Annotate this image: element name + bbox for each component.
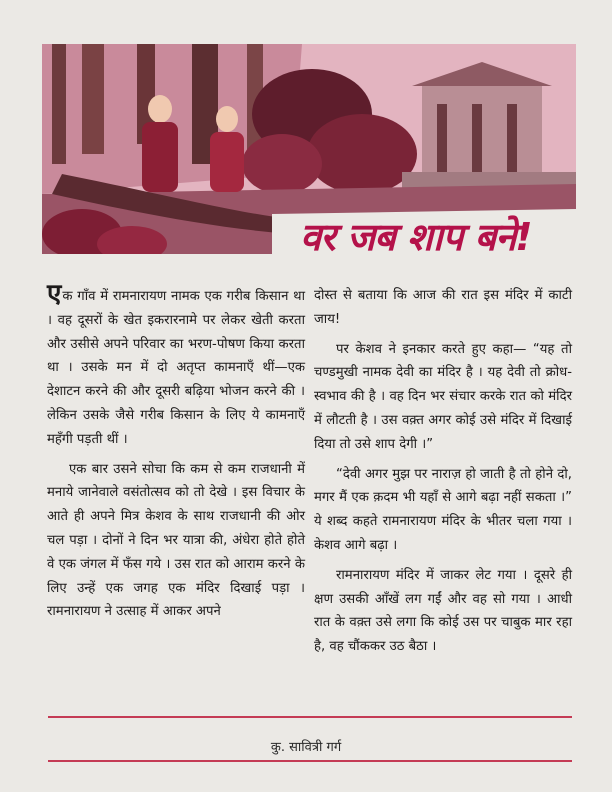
left-column xyxy=(47,279,305,630)
right-column xyxy=(314,284,572,665)
paragraph xyxy=(47,279,305,452)
author-credit: कु. सावित्री गर्ग xyxy=(270,740,342,755)
paragraph-text: एक बार उसने सोचा कि कम से कम राजधानी में मनाये जानेवाले वसंतोत्सव को तो देखे । इस विचार के आते ही अपने मित्र केशव के साथ राजधानी की ओर चल पड़ा । दोनों ने दिन भर यात्रा की, अंधेरा होते होते वे एक जंगल में फँस गये । उस रात को आराम करने के लिए उन्हें एक जगह एक मंदिर दिखाई पड़ा । रामनारायण ने उत्साह में आकर अपने xyxy=(47,461,305,620)
paragraph-text: क गाँव में रामनारायण नामक एक गरीब किसान था । वह दूसरों के खेत इकरारनामे पर लेकर खेती करता और उसीसे अपने परिवार का भरण-पोषण किया करता था । उसके मन में दो अतृप्त कामनाएँ थीं—एक देशाटन करने की और दूसरी बढ़िया भोजन करने की । लेकिन उसके जैसे गरीब किसान के लिए ये कामनाएँ महँगी पड़ती थीं । xyxy=(47,289,305,447)
paragraph-text: पर केशव ने इनकार करते हुए कहा— “यह तो चण्डमुखी नामक देवी का मंदिर है । यह देवी तो क्रोध-स्वभाव की है । वह दिन भर संचार करके रात को मंदिर में लौटती है । उस वक़्त अगर कोई उसे मंदिर में दिखाई दिया तो उसे शाप देगी ।” xyxy=(314,341,572,452)
paragraph-text: रामनारायण मंदिर में जाकर लेट गया । दूसरे ही क्षण उसकी आँखें लग गईं और वह सो गया । आधी रात के वक़्त उसे लगा कि कोई उस पर चाबुक मार रहा है, वह चौंककर उठ बैठा । xyxy=(314,567,572,655)
paragraph xyxy=(314,463,572,558)
paragraph-text: दोस्त से बताया कि आज की रात इस मंदिर में काटी जाय! xyxy=(314,288,572,327)
divider-rule xyxy=(48,760,572,762)
paragraph xyxy=(314,564,572,659)
paragraph xyxy=(314,338,572,457)
paragraph xyxy=(47,458,305,625)
paragraph xyxy=(314,284,572,332)
drop-cap: ए xyxy=(47,279,62,309)
divider-rule xyxy=(48,716,572,718)
story-title: वर जब शाप बने! xyxy=(300,215,532,259)
paragraph-text: “देवी अगर मुझ पर नाराज़ हो जाती है तो होने दो, मगर मैं एक क़दम भी यहाँ से आगे बढ़ा नहीं सकता ।” ये शब्द कहते रामनारायण मंदिर के भीतर चला गया । केशव आगे बढ़ा । xyxy=(314,466,572,553)
